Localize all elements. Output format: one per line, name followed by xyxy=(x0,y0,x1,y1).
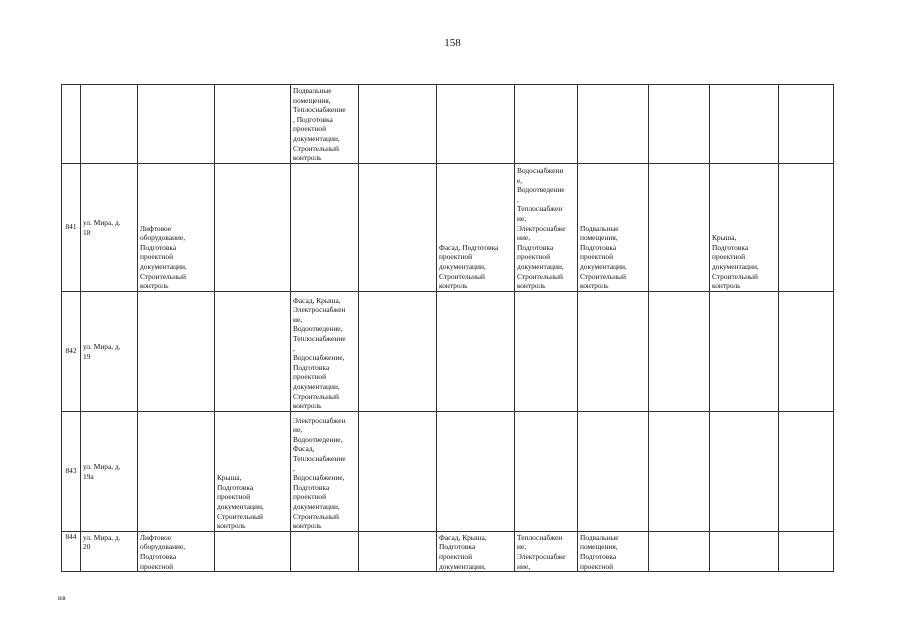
work-type-cell xyxy=(515,291,578,411)
work-type-cell xyxy=(779,85,834,164)
page-number: 158 xyxy=(444,37,461,49)
work-type-cell xyxy=(291,531,359,571)
work-type-cell xyxy=(138,411,215,531)
work-type-cell: Лифтовое оборудование, Подготовка проектной xyxy=(138,531,215,571)
work-type-cell xyxy=(437,291,515,411)
work-type-cell xyxy=(437,85,515,164)
work-type-cell: Фасад, Крыша, Электроснабжен ие, Водоотведение, Теплоснабжение , Водоснабжение, Подготовка проектной документации, Строительный контроль xyxy=(291,291,359,411)
work-type-cell: Электроснабжен ие, Водоотведение, Фасад, Теплоснабжение , Водоснабжение, Подготовка проектной документации, Строительный контроль xyxy=(291,411,359,531)
work-type-cell xyxy=(215,291,291,411)
work-type-cell xyxy=(515,85,578,164)
work-type-cell: Водоснабжени е, Водоотведение , Теплоснабжен ие, Электроснабже ние, Подготовка проектной документации, Строительный контроль xyxy=(515,163,578,291)
work-type-cell xyxy=(359,411,437,531)
work-type-cell: Крыша, Подготовка проектной документации, Строительный контроль xyxy=(710,163,779,291)
table-row xyxy=(62,531,834,571)
address-cell xyxy=(81,85,138,164)
work-type-cell xyxy=(779,291,834,411)
work-type-cell xyxy=(779,531,834,571)
work-type-cell xyxy=(215,163,291,291)
work-type-cell: Подвальные помещения, Подготовка проектной документации, Строительный контроль xyxy=(578,163,649,291)
work-type-cell xyxy=(215,531,291,571)
address-cell: ул. Мира, д. 18 xyxy=(81,163,138,291)
table-row xyxy=(62,85,834,164)
work-type-cell xyxy=(359,85,437,164)
work-type-cell xyxy=(710,411,779,531)
work-type-cell: Фасад, Крыша, Подготовка проектной документации, xyxy=(437,531,515,571)
work-type-cell xyxy=(710,291,779,411)
work-type-cell xyxy=(437,411,515,531)
work-type-cell xyxy=(138,291,215,411)
address-cell: ул. Мира, д. 19 xyxy=(81,291,138,411)
row-number-cell: 843 xyxy=(62,411,81,531)
work-type-cell xyxy=(649,291,710,411)
work-type-cell xyxy=(515,411,578,531)
work-type-cell xyxy=(578,291,649,411)
work-type-cell xyxy=(215,85,291,164)
work-type-cell xyxy=(649,411,710,531)
work-type-cell xyxy=(710,85,779,164)
work-type-cell xyxy=(710,531,779,571)
work-type-cell xyxy=(578,411,649,531)
row-number-cell: 844 xyxy=(62,531,81,571)
row-number-cell xyxy=(62,85,81,164)
work-type-cell: Теплоснабжен ие, Электроснабже ние, xyxy=(515,531,578,571)
table-row xyxy=(62,291,834,411)
row-number-cell: 841 xyxy=(62,163,81,291)
work-type-cell: Подвальные помещения, Подготовка проектной xyxy=(578,531,649,571)
work-type-cell xyxy=(138,85,215,164)
work-type-cell: Подвальные помещения, Теплоснабжение , Подготовка проектной документации, Строительный контроль xyxy=(291,85,359,164)
work-type-cell: Лифтовое оборудование, Подготовка проектной документации, Строительный контроль xyxy=(138,163,215,291)
work-type-cell xyxy=(291,163,359,291)
work-type-cell xyxy=(779,163,834,291)
address-cell: ул. Мира, д. 19а xyxy=(81,411,138,531)
address-cell: ул. Мира, д. 20 xyxy=(81,531,138,571)
row-number-cell: 842 xyxy=(62,291,81,411)
work-type-cell xyxy=(649,163,710,291)
work-type-cell xyxy=(578,85,649,164)
table-row xyxy=(62,411,834,531)
work-type-cell xyxy=(649,85,710,164)
work-type-cell xyxy=(649,531,710,571)
work-schedule-table xyxy=(61,84,834,572)
work-type-cell: Фасад, Подготовка проектной документации, Строительный контроль xyxy=(437,163,515,291)
work-type-cell xyxy=(359,291,437,411)
work-type-cell xyxy=(359,163,437,291)
footer-mark: нв xyxy=(58,594,67,602)
work-type-cell xyxy=(779,411,834,531)
work-type-cell: Крыша, Подготовка проектной документации, Строительный контроль xyxy=(215,411,291,531)
table-row xyxy=(62,163,834,291)
work-type-cell xyxy=(359,531,437,571)
